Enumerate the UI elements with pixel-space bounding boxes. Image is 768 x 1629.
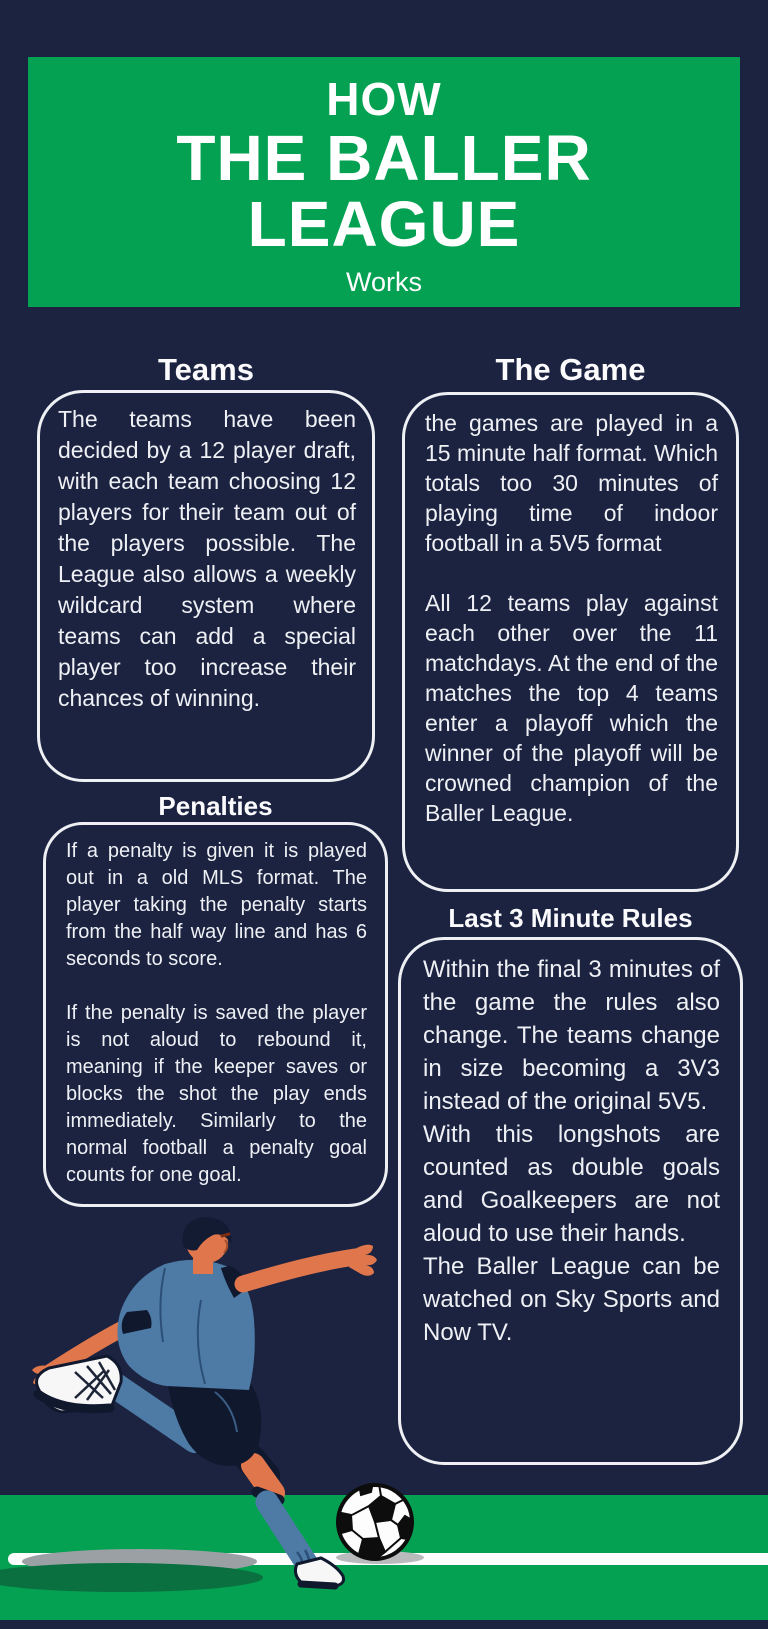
teams-text: The teams have been decided by a 12 player draft, with each team choosing 12 players for their team out of the players possible. The League also allows a weekly wildcard system where teams can add a special player too increase their chances of winning. bbox=[58, 406, 356, 711]
game-text-1: the games are played in a 15 minute half format. Which totals too 30 minutes of playing time of indoor football in a 5V5 format bbox=[425, 410, 718, 556]
penalties-text-2: If the penalty is saved the player is not aloud to rebound it, meaning if the keeper saves or blocks the shot the play ends immediately. Similarly to the normal football a penalty goal counts for one goal. bbox=[66, 1002, 367, 1186]
title-banner bbox=[28, 57, 740, 307]
heading-penalties: Penalties bbox=[158, 791, 273, 821]
heading-teams: Teams bbox=[158, 352, 254, 387]
heading-last-3-minute-rules: Last 3 Minute Rules bbox=[448, 903, 693, 933]
last3-text-1: Within the final 3 minutes of the game the rules also change. The teams change in size becoming a 3V3 instead of the original 5V5. bbox=[423, 956, 720, 1115]
teams-box bbox=[37, 390, 375, 782]
penalties-text-1: If a penalty is given it is played out in a old MLS format. The player taking the penalty starts from the half way line and has 6 seconds to score. bbox=[66, 840, 367, 970]
the-game-box bbox=[402, 392, 739, 892]
heading-the-game: The Game bbox=[495, 352, 646, 387]
title-the-baller: THE BALLER bbox=[176, 122, 592, 194]
last-3-minute-rules-box bbox=[398, 937, 743, 1465]
title-works: Works bbox=[345, 267, 422, 297]
soccer-player-illustration bbox=[15, 1212, 385, 1592]
penalties-box bbox=[43, 822, 388, 1207]
last3-text-2: With this longshots are counted as double goals and Goalkeepers are not aloud to use their hands. bbox=[423, 1121, 720, 1247]
last3-text-3: The Baller League can be watched on Sky Sports and Now TV. bbox=[423, 1253, 720, 1346]
game-text-2: All 12 teams play against each other over the 11 matchdays. At the end of the matches the top 4 teams enter a playoff which the winner of the playoff will be crowned champion of the Baller League. bbox=[425, 590, 718, 826]
title-league: LEAGUE bbox=[247, 188, 521, 260]
title-how: HOW bbox=[326, 73, 442, 125]
